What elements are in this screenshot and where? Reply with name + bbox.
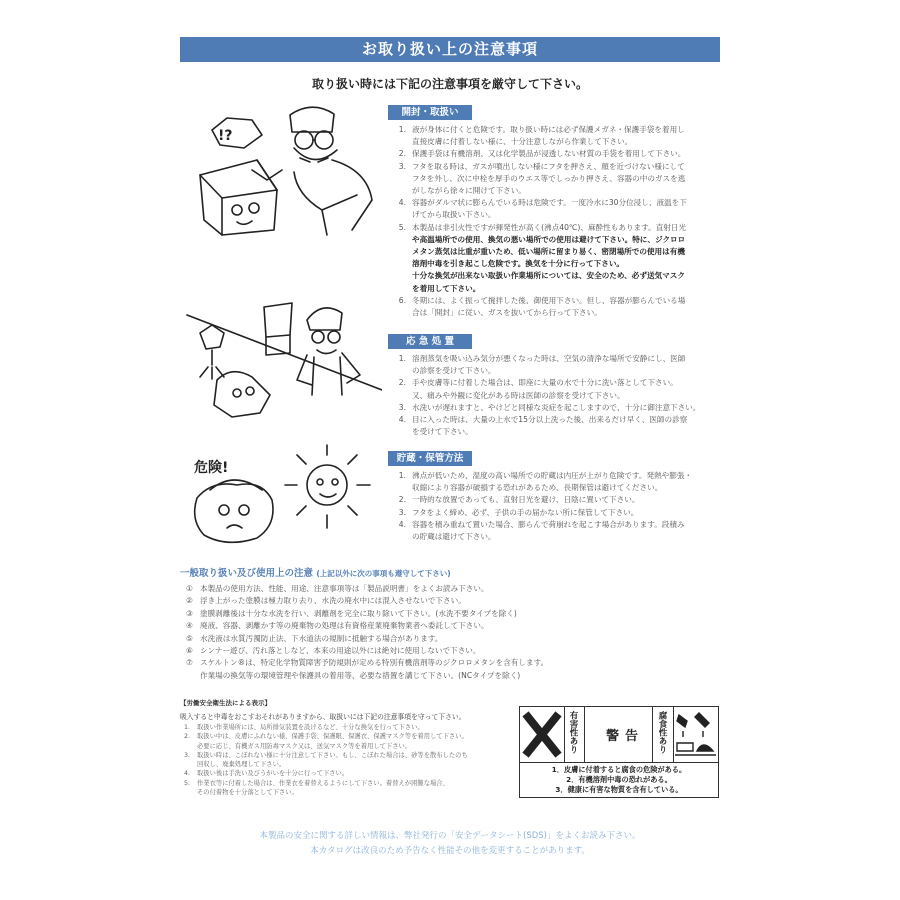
general-heading-note: (上記以外に次の事項も遵守して下さい) [316, 569, 451, 578]
list-item: 2. 手や皮膚等に付着した場合は、即座に大量の水で十分に洗い落として下さい。 又、痛みや外観に変化がある時は医師の診察を受けて下さい。 [398, 378, 678, 400]
labor-list [184, 723, 514, 797]
list-item: 1. 取扱い作業場所には、局所排気装置を設けるなど、十分な換気を行って下さい。 [184, 724, 424, 731]
list-item: 4. 容器がダルマ状に膨らんでいる時は危険です。一度冷水に30分位浸し、液温を下 げてから取扱い下さい。 [398, 198, 687, 220]
footer-change-note: 本カタログは改良のため予告なく性能その他を変更することがあります。 [310, 846, 590, 856]
warning-label-header [520, 707, 718, 763]
danger-text: 危険! [194, 460, 229, 476]
labor-intro: 吸入すると中毒をおこすおそれがありますから、取扱いには下記の注意事項を守って下さい。 [180, 713, 466, 721]
list-item: 3. フタをよく締め、必ず、子供の手の届かない所に保管して下さい。 [398, 507, 639, 517]
list-item: ③ 塗膜剥離後は十分な水洗を行い、剥離剤を完全に取り除いて下さい。(水洗不要タイプを除く) [186, 608, 517, 618]
list-item: 5. 本製品は非引火性ですが揮発性が高く(沸点40℃)、麻酔性もあります。直射日光 や高温場所での使用、換気の悪い場所での使用は避けて下さい。特に、ジクロロ メタン蒸気は比重が重いため、低い場所に留まり易く、密閉場所での使用は有機 溶剤中毒を引き起こし危険です。換気を十分に行って下さい。 十分な換気が出来ない取扱い作業場所については、安全のため、必ず送気マスク を着用して下さい。 [398, 222, 687, 293]
list-item: 2．有機溶剤中毒の恐れがある。 [566, 775, 672, 784]
list-item: 6. 冬期には、よく振って撹拌した後、御使用下さい。但し、容器が膨らんでいる場 合は「開封」に従い、ガスを抜いてから行って下さい。 [398, 295, 686, 318]
opening-list [390, 124, 718, 319]
harmful-pictogram [520, 707, 565, 762]
list-item: ① 本製品の使用方法、性能、用途、注意事項等は「製品説明書」をよくお読み下さい。 [186, 584, 489, 593]
list-item: ⑦ スケルトン®は、特定化学物質障害予防規則が定める特別有機溶剤等のジクロロメタンを含有します。 作業場の換気等の環境管理や保護具の着用等、必要な措置を講じて下さい。(NCタイプを除く) [186, 658, 549, 680]
list-item: 1. 沸点が低いため、湿度の高い場所での貯蔵は内圧が上がり危険です。発熱や膨張・ 収縮により容器が破損する恐れがあるため、長期保管は避けてください。 [398, 471, 693, 493]
list-item: 4. 容器を積み重ねて置いた場合、膨らんで荷崩れを起こす場合があります。段積み の貯蔵は避けて下さい。 [398, 519, 685, 542]
list-item: 2. 取扱い中は、皮膚にふれない様、保護手袋、保護眼、保護衣、保護マスク等を着用して下さい。 必要に応じ、有機ガス用防毒マスク又は、送気マスク等を着用して下さい。 [184, 733, 468, 750]
storage-list [390, 470, 718, 543]
list-item: ② 浮き上がった塗膜は極力取り去り、水洗の廃水中には混入させないで下さい。 [186, 596, 466, 606]
list-item: 3. フタを取る時は、ガスが噴出しない様にフタを押さえ、顔を近づけない様にして フタを外し、次に中栓を厚手のウエス等でしっかり押さえ、容器の中のガスを逃 がしながら徐々に開けて下さい。 [398, 161, 686, 196]
list-item: ④ 廃液、容器、剥離かす等の廃棄物の処理は有資格産業廃棄物業者へ委託して下さい。 [186, 621, 489, 631]
warning-label [519, 706, 719, 798]
list-item: 3．健康に有害な物質を含有している。 [555, 785, 683, 794]
list-item: 2. 保護手袋は有機溶剤、又は化学製品が浸透しない材質の手袋を着用して下さい。 [398, 149, 686, 159]
corrosion-icon [673, 707, 718, 762]
opening-can-illustration [182, 100, 382, 240]
list-item: 3. 取扱い時は、こぼれない様に十分注意して下さい。もし、こぼれた場合は、砂等を散布したのち 回収し、廃棄処理して下さい。 [184, 751, 468, 769]
general-heading: 一般取り扱い及び使用上の注意 (上記以外に次の事項も遵守して下さい) [180, 568, 451, 579]
list-item: 5. 作業衣等に付着した場合は、作業衣を着替えるようにして下さい。着替えが困難な場合、 その付着物を十分落として下さい。 [184, 779, 449, 797]
section-label-first-aid: 応 急 処 置 [388, 334, 472, 349]
first-aid-list [390, 353, 718, 438]
washing-illustration [182, 295, 382, 435]
list-item: ⑤ 水洗液は水質汚濁防止法、下水道法の規制に抵触する場合があります。 [186, 633, 443, 643]
corrosive-pictogram [673, 707, 718, 762]
list-item: 3. 水洗いが遅れますと、やけどと同様な炎症を起こしますので、十分に御注意下さい。 [398, 402, 701, 412]
exclaim-text: !? [218, 128, 233, 144]
labor-heading: 【労働安全衛生法による表示】 [180, 699, 271, 707]
section-label-opening: 開封・取扱い [388, 105, 472, 120]
warning-word: 警告 [606, 729, 645, 744]
list-item: 4. 目に入った時は、大量の上水で15分以上洗った後、出来るだけ早く、医師の診察 を受けて下さい。 [398, 415, 688, 437]
x-mark-icon [520, 707, 564, 762]
list-item: 1. 液が身体に付くと危険です。取り扱い時には必ず保護メガネ・保護手袋を着用し 直接皮膚に付着しない様に、十分注意しながら作業して下さい。 [398, 125, 685, 147]
corrosive-text: 腐食性あり [657, 711, 667, 754]
list-item: ⑥ シンナー遊び、汚れ落としなど、本来の用途以外には絶対に使用しないで下さい。 [186, 646, 481, 656]
danger-sun-illustration [182, 440, 382, 550]
list-item: 2. 一時的な放置であっても、直射日光を避け、日陰に置いて下さい。 [398, 495, 640, 505]
warning-list [520, 765, 718, 795]
page-title: お取り扱い上の注意事項 [180, 37, 720, 62]
harmful-text: 有害性あり [568, 711, 578, 754]
page-subtitle: 取り扱い時には下記の注意事項を厳守して下さい。 [311, 77, 588, 91]
list-item: 1. 溶剤蒸気を吸い込み気分が悪くなった時は、空気の清浄な場所で安静にし、医師 の診察を受けて下さい。 [398, 354, 686, 376]
list-item: 1．皮膚に付着すると腐食の危険がある。 [551, 765, 687, 774]
general-list [186, 583, 726, 682]
list-item: 4. 取扱い後は手洗い及びうがいを十分に行って下さい。 [184, 770, 349, 778]
section-label-storage: 貯蔵・保管方法 [388, 451, 472, 466]
footer-sds-note: 本製品の安全に関する詳しい情報は、弊社発行の「安全データシート(SDS)」をよくお読み下さい。 [259, 831, 641, 841]
